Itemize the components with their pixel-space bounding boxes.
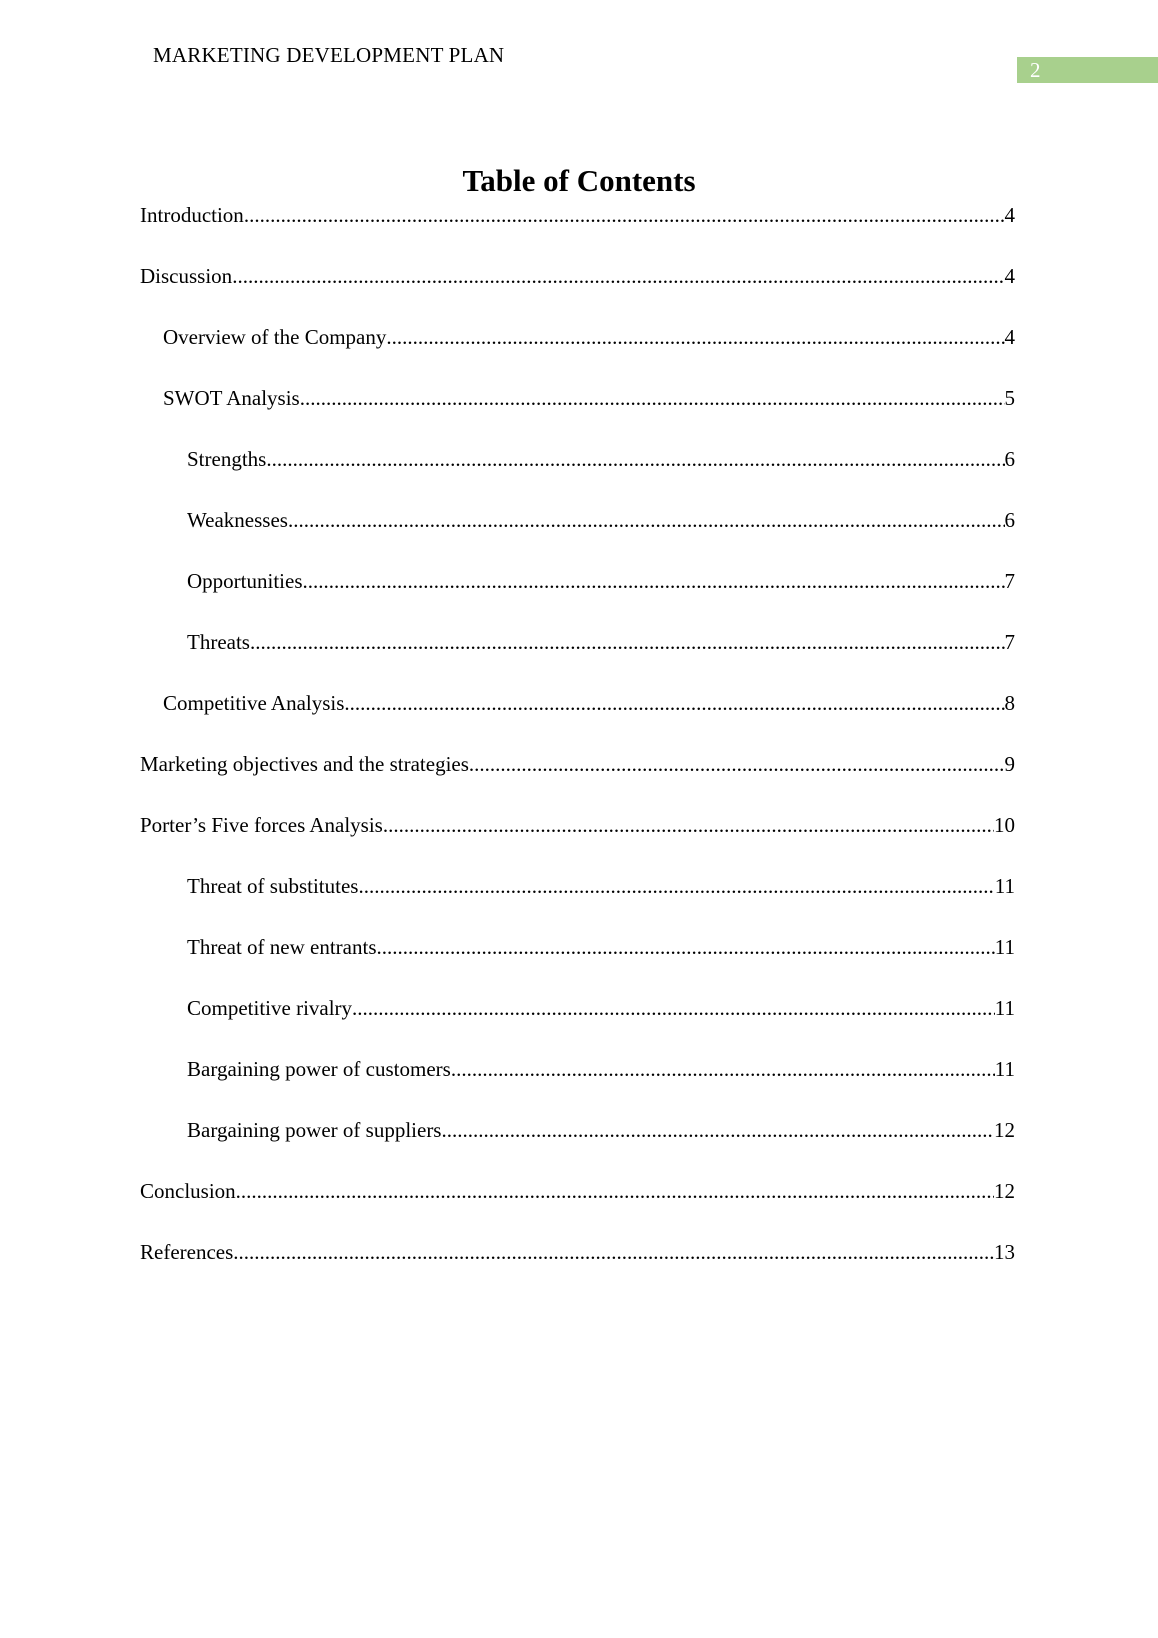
toc-entry-page: 13 bbox=[994, 1240, 1015, 1264]
toc-entry-label: Conclusion bbox=[140, 1179, 236, 1203]
dot-leader bbox=[441, 1115, 994, 1145]
page-number-badge bbox=[1017, 57, 1158, 83]
toc-entry-label: Opportunities bbox=[187, 569, 303, 593]
page-number: 2 bbox=[1030, 58, 1041, 82]
toc-entry-label: Threats bbox=[187, 630, 250, 654]
toc-entry-label: Threat of substitutes bbox=[187, 874, 359, 898]
toc-entry-discussion[interactable] bbox=[140, 261, 1015, 291]
dot-leader bbox=[233, 1237, 994, 1267]
toc-entry-conclusion[interactable] bbox=[140, 1176, 1015, 1206]
dot-leader bbox=[383, 810, 994, 840]
toc-entry-label: References bbox=[140, 1240, 234, 1264]
dot-leader bbox=[232, 261, 1004, 291]
toc-entry-overview[interactable] bbox=[140, 322, 1015, 352]
toc-entry-label: Bargaining power of customers bbox=[187, 1057, 451, 1081]
running-header-title: MARKETING DEVELOPMENT PLAN bbox=[153, 43, 505, 67]
toc-entry-opportunities[interactable] bbox=[140, 566, 1015, 596]
toc-entry-label: Marketing objectives and the strategies bbox=[140, 752, 469, 776]
dot-leader bbox=[288, 505, 1005, 535]
toc-entry-page: 4 bbox=[1004, 264, 1015, 288]
dot-leader bbox=[266, 444, 1004, 474]
toc-entry-marketing-objectives[interactable] bbox=[140, 749, 1015, 779]
dot-leader bbox=[377, 932, 995, 962]
dot-leader bbox=[344, 688, 1004, 718]
toc-entry-competitive-analysis[interactable] bbox=[140, 688, 1015, 718]
toc-entry-page: 4 bbox=[1004, 203, 1015, 227]
toc-entry-strengths[interactable] bbox=[140, 444, 1015, 474]
dot-leader bbox=[300, 383, 1005, 413]
toc-entry-label: Overview of the Company bbox=[163, 325, 387, 349]
toc-entry-references[interactable] bbox=[140, 1237, 1015, 1267]
toc-entry-bargaining-suppliers[interactable] bbox=[140, 1115, 1015, 1145]
toc-entry-page: 9 bbox=[1004, 752, 1015, 776]
dot-leader bbox=[236, 1176, 994, 1206]
toc-entry-page: 5 bbox=[1004, 386, 1015, 410]
toc-entry-page: 12 bbox=[994, 1179, 1015, 1203]
toc-entry-page: 6 bbox=[1004, 447, 1015, 471]
toc-entry-page: 12 bbox=[994, 1118, 1015, 1142]
toc-entry-swot[interactable] bbox=[140, 383, 1015, 413]
toc-title: Table of Contents bbox=[462, 163, 696, 198]
dot-leader bbox=[244, 200, 1005, 230]
toc-entry-label: Bargaining power of suppliers bbox=[187, 1118, 442, 1142]
toc-entry-weaknesses[interactable] bbox=[140, 505, 1015, 535]
toc-entry-page: 11 bbox=[994, 874, 1015, 898]
dot-leader bbox=[352, 993, 995, 1023]
toc-entry-page: 11 bbox=[994, 1057, 1015, 1081]
toc-entry-page: 7 bbox=[1004, 569, 1015, 593]
toc-entry-label: Porter’s Five forces Analysis bbox=[140, 813, 383, 837]
dot-leader bbox=[358, 871, 994, 901]
toc-entry-threat-of-substitutes[interactable] bbox=[140, 871, 1015, 901]
toc-entry-page: 10 bbox=[994, 813, 1015, 837]
dot-leader bbox=[451, 1054, 995, 1084]
toc-entry-bargaining-customers[interactable] bbox=[140, 1054, 1015, 1084]
toc-entry-page: 11 bbox=[994, 996, 1015, 1020]
toc-entry-label: Weaknesses bbox=[187, 508, 288, 532]
toc-entry-label: Strengths bbox=[187, 447, 267, 471]
toc-entry-page: 4 bbox=[1004, 325, 1015, 349]
dot-leader bbox=[250, 627, 1005, 657]
toc-entry-competitive-rivalry[interactable] bbox=[140, 993, 1015, 1023]
toc-entry-label: Discussion bbox=[140, 264, 233, 288]
dot-leader bbox=[386, 322, 1004, 352]
dot-leader bbox=[469, 749, 1005, 779]
toc-entry-page: 8 bbox=[1004, 691, 1015, 715]
toc-entry-page: 7 bbox=[1004, 630, 1015, 654]
toc-entry-threats[interactable] bbox=[140, 627, 1015, 657]
dot-leader bbox=[303, 566, 1005, 596]
toc-entry-page: 6 bbox=[1004, 508, 1015, 532]
toc-entry-label: Competitive Analysis bbox=[163, 691, 345, 715]
toc-entry-introduction[interactable] bbox=[140, 200, 1015, 230]
toc-entry-page: 11 bbox=[994, 935, 1015, 959]
toc-entry-label: Threat of new entrants bbox=[187, 935, 377, 959]
toc-entry-label: Introduction bbox=[140, 203, 244, 227]
toc-entry-label: Competitive rivalry bbox=[187, 996, 353, 1020]
toc-entry-label: SWOT Analysis bbox=[163, 386, 300, 410]
toc-entry-porters-five-forces[interactable] bbox=[140, 810, 1015, 840]
toc-entry-threat-of-new-entrants[interactable] bbox=[140, 932, 1015, 962]
